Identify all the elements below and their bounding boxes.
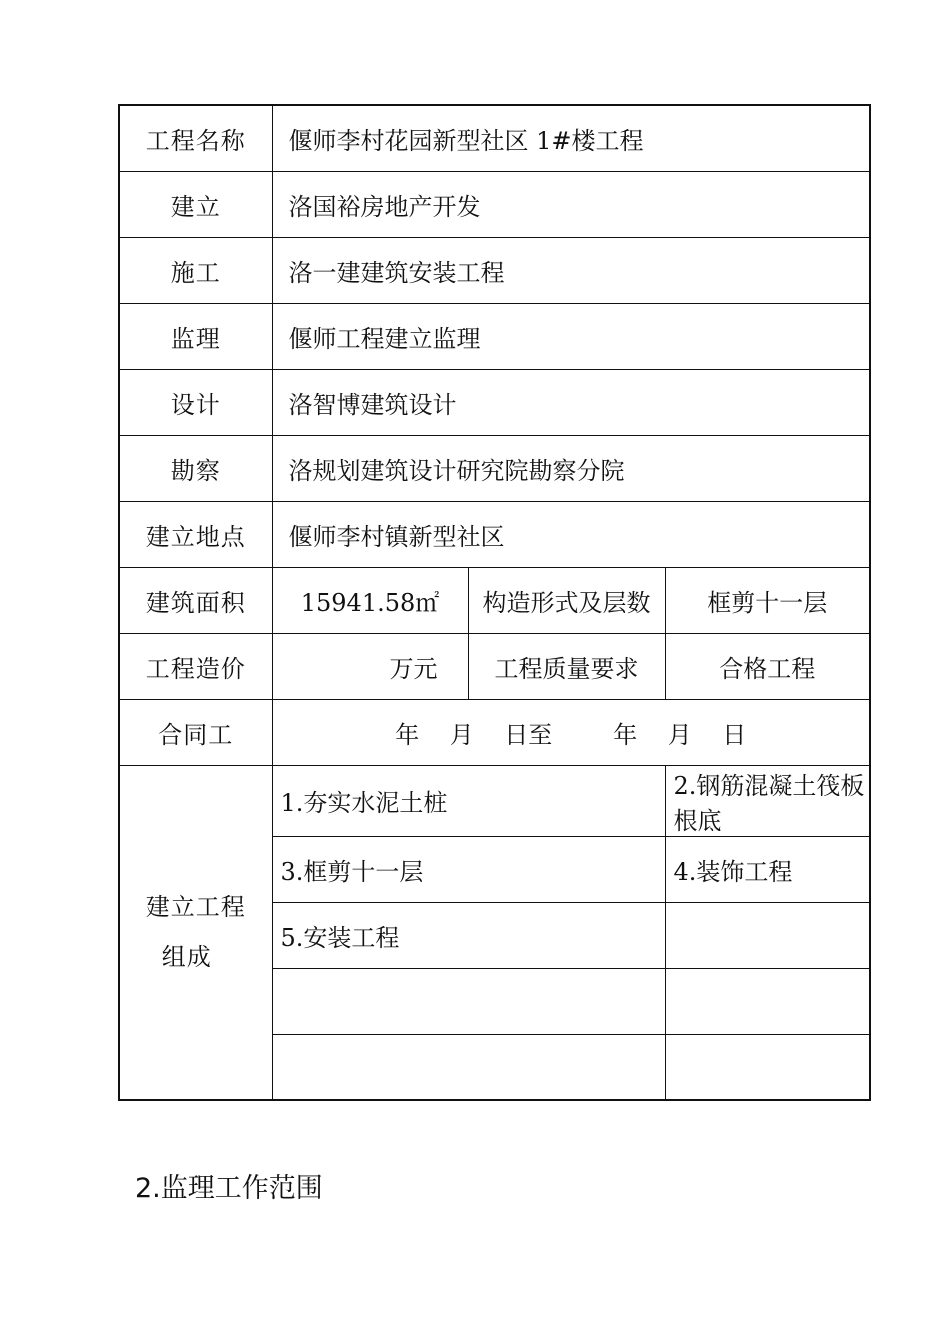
label-survey: 勘察 [119, 435, 272, 501]
label-developer: 建立 [119, 171, 272, 237]
section-heading: 2.监理工作范围 [135, 1173, 323, 1204]
label-composition-line2: 组成 [161, 943, 212, 972]
value-construction: 洛一建建筑安装工程 [272, 237, 870, 303]
label-construction: 施工 [119, 237, 272, 303]
composition-item [272, 1034, 665, 1100]
label-location: 建立地点 [119, 501, 272, 567]
value-developer: 洛国裕房地产开发 [272, 171, 870, 237]
value-structure: 框剪十一层 [665, 567, 870, 633]
row-design [119, 369, 870, 435]
composition-item [665, 968, 870, 1034]
label-supervision: 监理 [119, 303, 272, 369]
value-cost: 万元 [272, 633, 468, 699]
composition-item [665, 1034, 870, 1100]
row-cost [119, 633, 870, 699]
value-location: 偃师李村镇新型社区 [272, 501, 870, 567]
composition-item: 5.安装工程 [272, 902, 665, 968]
label-composition [119, 765, 272, 1100]
value-survey: 洛规划建筑设计研究院勘察分院 [272, 435, 870, 501]
value-project-name: 偃师李村花园新型社区 1#楼工程 [272, 105, 870, 171]
composition-item: 1.夯实水泥土桩 [272, 765, 665, 836]
row-supervision [119, 303, 870, 369]
label-project-name: 工程名称 [119, 105, 272, 171]
label-composition-line1: 建立工程 [145, 893, 246, 922]
composition-item [272, 968, 665, 1034]
label-contract: 合同工 [119, 699, 272, 765]
row-location [119, 501, 870, 567]
label-design: 设计 [119, 369, 272, 435]
label-area: 建筑面积 [119, 567, 272, 633]
composition-row [119, 765, 870, 836]
composition-item: 4.装饰工程 [665, 836, 870, 902]
value-quality: 合格工程 [665, 633, 870, 699]
label-structure: 构造形式及层数 [468, 567, 665, 633]
row-project-name [119, 105, 870, 171]
project-info-table [118, 104, 871, 1101]
composition-item: 2.钢筋混凝土筏板根底 [665, 765, 870, 836]
row-survey [119, 435, 870, 501]
row-developer [119, 171, 870, 237]
composition-item: 3.框剪十一层 [272, 836, 665, 902]
value-design: 洛智博建筑设计 [272, 369, 870, 435]
row-area [119, 567, 870, 633]
composition-item [665, 902, 870, 968]
row-construction [119, 237, 870, 303]
value-area: 15941.58㎡ [272, 567, 468, 633]
row-contract [119, 699, 870, 765]
label-quality: 工程质量要求 [468, 633, 665, 699]
value-supervision: 偃师工程建立监理 [272, 303, 870, 369]
label-cost: 工程造价 [119, 633, 272, 699]
value-contract-dates: 年 月 日至 年 月 日 [272, 699, 870, 765]
